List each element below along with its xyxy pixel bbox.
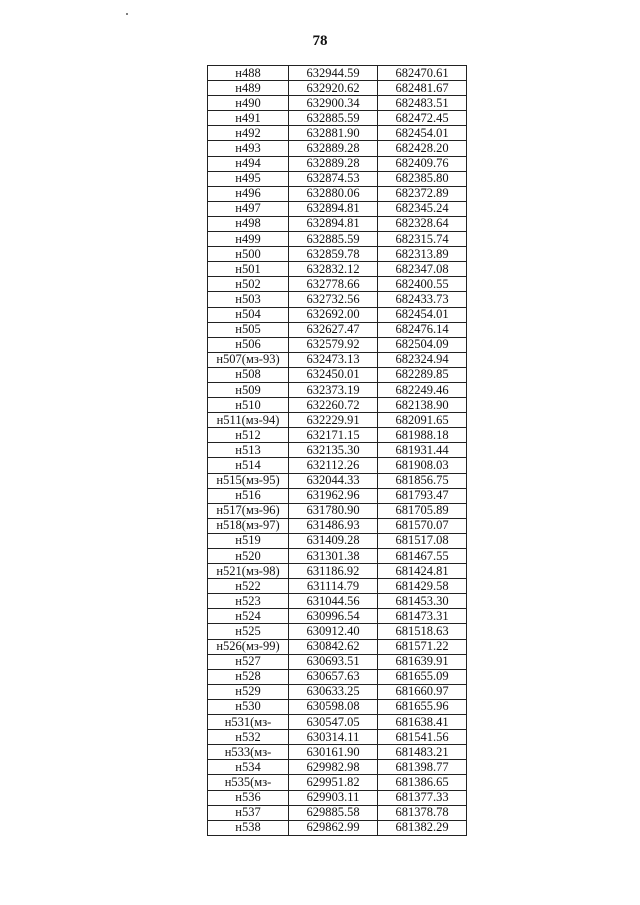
y-coordinate-cell: 682428.20: [378, 141, 467, 156]
y-coordinate-cell: 682091.65: [378, 413, 467, 428]
y-coordinate-cell: 682476.14: [378, 322, 467, 337]
point-name-cell: н496: [208, 186, 289, 201]
y-coordinate-cell: 681908.03: [378, 458, 467, 473]
x-coordinate-cell: 629951.82: [289, 775, 378, 790]
x-coordinate-cell: 631486.93: [289, 518, 378, 533]
point-name-cell: н531(мз-: [208, 715, 289, 730]
point-name-cell: н503: [208, 292, 289, 307]
point-name-cell: н494: [208, 156, 289, 171]
point-name-cell: н489: [208, 81, 289, 96]
table-row: [208, 398, 467, 413]
point-name-cell: н488: [208, 66, 289, 81]
x-coordinate-cell: 632885.59: [289, 111, 378, 126]
x-coordinate-cell: 630547.05: [289, 715, 378, 730]
coordinates-table: [207, 65, 467, 836]
y-coordinate-cell: 682454.01: [378, 126, 467, 141]
y-coordinate-cell: 681378.78: [378, 805, 467, 820]
point-name-cell: н509: [208, 382, 289, 397]
x-coordinate-cell: 632692.00: [289, 307, 378, 322]
table-row: [208, 367, 467, 382]
table-row: [208, 820, 467, 835]
x-coordinate-cell: 632894.81: [289, 201, 378, 216]
y-coordinate-cell: 681856.75: [378, 473, 467, 488]
y-coordinate-cell: 682433.73: [378, 292, 467, 307]
y-coordinate-cell: 682400.55: [378, 277, 467, 292]
point-name-cell: н532: [208, 730, 289, 745]
y-coordinate-cell: 681453.30: [378, 594, 467, 609]
y-coordinate-cell: 681570.07: [378, 518, 467, 533]
y-coordinate-cell: 681424.81: [378, 564, 467, 579]
y-coordinate-cell: 681988.18: [378, 428, 467, 443]
point-name-cell: н516: [208, 488, 289, 503]
point-name-cell: н536: [208, 790, 289, 805]
scan-speck: [126, 13, 128, 15]
y-coordinate-cell: 681705.89: [378, 503, 467, 518]
table-row: [208, 549, 467, 564]
table-row: [208, 669, 467, 684]
x-coordinate-cell: 632135.30: [289, 443, 378, 458]
x-coordinate-cell: 630842.62: [289, 639, 378, 654]
y-coordinate-cell: 682372.89: [378, 186, 467, 201]
x-coordinate-cell: 630598.08: [289, 699, 378, 714]
point-name-cell: н501: [208, 262, 289, 277]
table-row: [208, 699, 467, 714]
table-row: [208, 609, 467, 624]
point-name-cell: н507(мз-93): [208, 352, 289, 367]
y-coordinate-cell: 681571.22: [378, 639, 467, 654]
x-coordinate-cell: 630161.90: [289, 745, 378, 760]
y-coordinate-cell: 682454.01: [378, 307, 467, 322]
table-row: [208, 775, 467, 790]
point-name-cell: н491: [208, 111, 289, 126]
table-row: [208, 337, 467, 352]
table-row: [208, 428, 467, 443]
y-coordinate-cell: 681639.91: [378, 654, 467, 669]
x-coordinate-cell: 632579.92: [289, 337, 378, 352]
point-name-cell: н505: [208, 322, 289, 337]
y-coordinate-cell: 681541.56: [378, 730, 467, 745]
y-coordinate-cell: 681382.29: [378, 820, 467, 835]
y-coordinate-cell: 682313.89: [378, 247, 467, 262]
point-name-cell: н523: [208, 594, 289, 609]
x-coordinate-cell: 629903.11: [289, 790, 378, 805]
point-name-cell: н490: [208, 96, 289, 111]
x-coordinate-cell: 632859.78: [289, 247, 378, 262]
point-name-cell: н499: [208, 232, 289, 247]
y-coordinate-cell: 682472.45: [378, 111, 467, 126]
y-coordinate-cell: 681638.41: [378, 715, 467, 730]
table-row: [208, 503, 467, 518]
point-name-cell: н528: [208, 669, 289, 684]
point-name-cell: н530: [208, 699, 289, 714]
table-row: [208, 247, 467, 262]
point-name-cell: н500: [208, 247, 289, 262]
point-name-cell: н534: [208, 760, 289, 775]
y-coordinate-cell: 681518.63: [378, 624, 467, 639]
x-coordinate-cell: 631114.79: [289, 579, 378, 594]
y-coordinate-cell: 681467.55: [378, 549, 467, 564]
table-row: [208, 216, 467, 231]
point-name-cell: н506: [208, 337, 289, 352]
x-coordinate-cell: 632880.06: [289, 186, 378, 201]
table-row: [208, 277, 467, 292]
x-coordinate-cell: 632373.19: [289, 382, 378, 397]
table-row: [208, 730, 467, 745]
y-coordinate-cell: 682324.94: [378, 352, 467, 367]
point-name-cell: н527: [208, 654, 289, 669]
point-name-cell: н533(мз-: [208, 745, 289, 760]
point-name-cell: н497: [208, 201, 289, 216]
table-row: [208, 458, 467, 473]
x-coordinate-cell: 632044.33: [289, 473, 378, 488]
point-name-cell: н510: [208, 398, 289, 413]
table-row: [208, 684, 467, 699]
table-row: [208, 186, 467, 201]
table-row: [208, 564, 467, 579]
x-coordinate-cell: 632627.47: [289, 322, 378, 337]
x-coordinate-cell: 632881.90: [289, 126, 378, 141]
y-coordinate-cell: 681931.44: [378, 443, 467, 458]
point-name-cell: н498: [208, 216, 289, 231]
x-coordinate-cell: 629885.58: [289, 805, 378, 820]
point-name-cell: н521(мз-98): [208, 564, 289, 579]
table-row: [208, 126, 467, 141]
point-name-cell: н524: [208, 609, 289, 624]
table-row: [208, 745, 467, 760]
table-row: [208, 488, 467, 503]
point-name-cell: н492: [208, 126, 289, 141]
y-coordinate-cell: 682345.24: [378, 201, 467, 216]
point-name-cell: н537: [208, 805, 289, 820]
x-coordinate-cell: 631301.38: [289, 549, 378, 564]
x-coordinate-cell: 630657.63: [289, 669, 378, 684]
table-row: [208, 413, 467, 428]
x-coordinate-cell: 631044.56: [289, 594, 378, 609]
x-coordinate-cell: 632171.15: [289, 428, 378, 443]
y-coordinate-cell: 682483.51: [378, 96, 467, 111]
x-coordinate-cell: 632944.59: [289, 66, 378, 81]
table-row: [208, 96, 467, 111]
x-coordinate-cell: 632450.01: [289, 367, 378, 382]
y-coordinate-cell: 682385.80: [378, 171, 467, 186]
table-row: [208, 307, 467, 322]
table-row: [208, 262, 467, 277]
y-coordinate-cell: 681517.08: [378, 533, 467, 548]
table-row: [208, 518, 467, 533]
point-name-cell: н538: [208, 820, 289, 835]
table-row: [208, 579, 467, 594]
table-row: [208, 382, 467, 397]
y-coordinate-cell: 682347.08: [378, 262, 467, 277]
point-name-cell: н519: [208, 533, 289, 548]
point-name-cell: н504: [208, 307, 289, 322]
y-coordinate-cell: 682470.61: [378, 66, 467, 81]
x-coordinate-cell: 631409.28: [289, 533, 378, 548]
point-name-cell: н513: [208, 443, 289, 458]
y-coordinate-cell: 681386.65: [378, 775, 467, 790]
x-coordinate-cell: 631962.96: [289, 488, 378, 503]
point-name-cell: н502: [208, 277, 289, 292]
x-coordinate-cell: 632229.91: [289, 413, 378, 428]
x-coordinate-cell: 632473.13: [289, 352, 378, 367]
y-coordinate-cell: 682481.67: [378, 81, 467, 96]
table-row: [208, 639, 467, 654]
x-coordinate-cell: 630912.40: [289, 624, 378, 639]
table-row: [208, 292, 467, 307]
x-coordinate-cell: 630633.25: [289, 684, 378, 699]
x-coordinate-cell: 632900.34: [289, 96, 378, 111]
y-coordinate-cell: 682289.85: [378, 367, 467, 382]
x-coordinate-cell: 630996.54: [289, 609, 378, 624]
point-name-cell: н517(мз-96): [208, 503, 289, 518]
y-coordinate-cell: 681655.09: [378, 669, 467, 684]
y-coordinate-cell: 681793.47: [378, 488, 467, 503]
table-row: [208, 624, 467, 639]
table-row: [208, 171, 467, 186]
y-coordinate-cell: 682409.76: [378, 156, 467, 171]
table-row: [208, 654, 467, 669]
point-name-cell: н495: [208, 171, 289, 186]
x-coordinate-cell: 630693.51: [289, 654, 378, 669]
x-coordinate-cell: 632920.62: [289, 81, 378, 96]
point-name-cell: н520: [208, 549, 289, 564]
table-row: [208, 352, 467, 367]
x-coordinate-cell: 629982.98: [289, 760, 378, 775]
y-coordinate-cell: 682315.74: [378, 232, 467, 247]
y-coordinate-cell: 681429.58: [378, 579, 467, 594]
y-coordinate-cell: 681398.77: [378, 760, 467, 775]
table-row: [208, 201, 467, 216]
point-name-cell: н508: [208, 367, 289, 382]
x-coordinate-cell: 630314.11: [289, 730, 378, 745]
table-row: [208, 141, 467, 156]
x-coordinate-cell: 631186.92: [289, 564, 378, 579]
y-coordinate-cell: 681377.33: [378, 790, 467, 805]
x-coordinate-cell: 632778.66: [289, 277, 378, 292]
y-coordinate-cell: 682328.64: [378, 216, 467, 231]
x-coordinate-cell: 629862.99: [289, 820, 378, 835]
x-coordinate-cell: 632832.12: [289, 262, 378, 277]
table-row: [208, 790, 467, 805]
x-coordinate-cell: 632260.72: [289, 398, 378, 413]
point-name-cell: н525: [208, 624, 289, 639]
point-name-cell: н526(мз-99): [208, 639, 289, 654]
y-coordinate-cell: 681655.96: [378, 699, 467, 714]
point-name-cell: н493: [208, 141, 289, 156]
y-coordinate-cell: 681473.31: [378, 609, 467, 624]
table-row: [208, 322, 467, 337]
point-name-cell: н529: [208, 684, 289, 699]
table-row: [208, 715, 467, 730]
table-row: [208, 81, 467, 96]
point-name-cell: н522: [208, 579, 289, 594]
point-name-cell: н518(мз-97): [208, 518, 289, 533]
table-row: [208, 760, 467, 775]
y-coordinate-cell: 681483.21: [378, 745, 467, 760]
y-coordinate-cell: 682249.46: [378, 382, 467, 397]
table-row: [208, 533, 467, 548]
table-row: [208, 156, 467, 171]
y-coordinate-cell: 682504.09: [378, 337, 467, 352]
point-name-cell: н535(мз-: [208, 775, 289, 790]
point-name-cell: н515(мз-95): [208, 473, 289, 488]
x-coordinate-cell: 632885.59: [289, 232, 378, 247]
x-coordinate-cell: 632874.53: [289, 171, 378, 186]
table-row: [208, 443, 467, 458]
x-coordinate-cell: 632732.56: [289, 292, 378, 307]
table-row: [208, 594, 467, 609]
point-name-cell: н514: [208, 458, 289, 473]
x-coordinate-cell: 632894.81: [289, 216, 378, 231]
x-coordinate-cell: 632889.28: [289, 156, 378, 171]
y-coordinate-cell: 681660.97: [378, 684, 467, 699]
coordinates-table-body: [208, 66, 467, 836]
table-row: [208, 473, 467, 488]
point-name-cell: н511(мз-94): [208, 413, 289, 428]
x-coordinate-cell: 632889.28: [289, 141, 378, 156]
x-coordinate-cell: 632112.26: [289, 458, 378, 473]
table-row: [208, 66, 467, 81]
x-coordinate-cell: 631780.90: [289, 503, 378, 518]
y-coordinate-cell: 682138.90: [378, 398, 467, 413]
table-row: [208, 805, 467, 820]
table-row: [208, 232, 467, 247]
table-row: [208, 111, 467, 126]
point-name-cell: н512: [208, 428, 289, 443]
page-number: 78: [312, 33, 328, 49]
